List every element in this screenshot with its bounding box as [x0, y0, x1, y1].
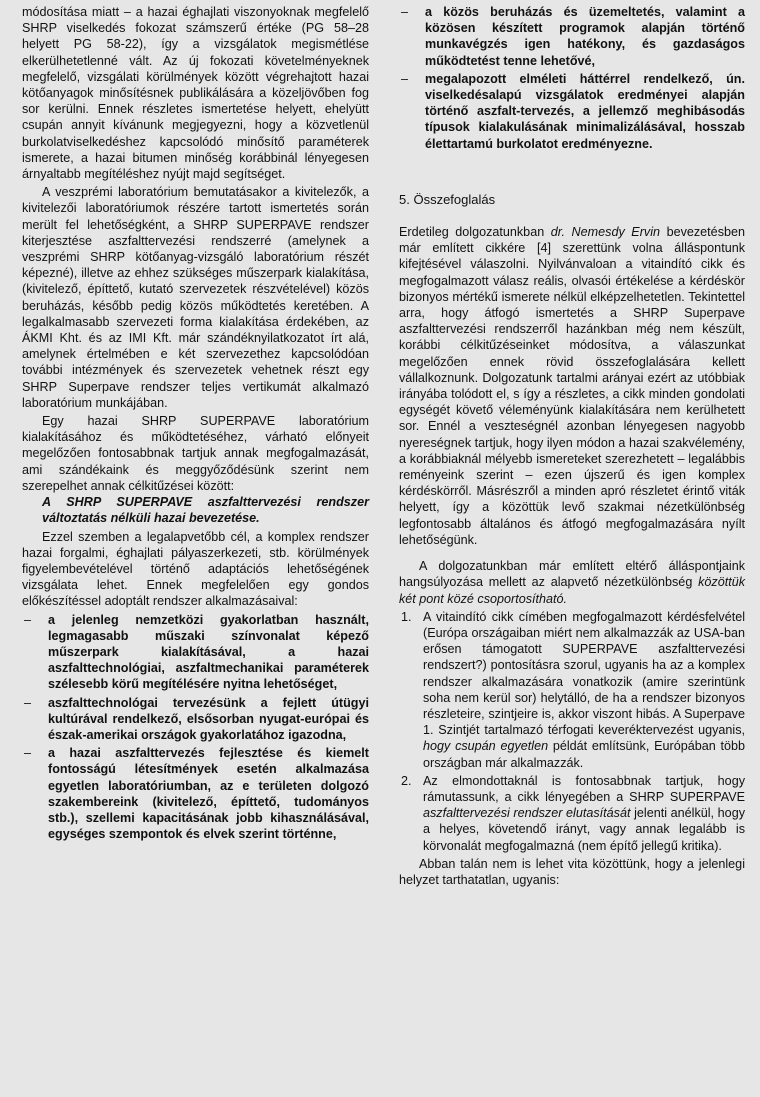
- bullet-item: – megalapozott elméleti háttérrel rendelkező, ún. viselkedésalapú vizsgálatok eredményei alapján történő aszfalt-tervezés, a jellemző meghibásodás típusok kialakulásának minimalizálásával, hosszab élettartamú burkolatot eredményezne.: [399, 71, 745, 152]
- italic-text: hogy csupán egyetlen: [423, 739, 549, 754]
- paragraph: Ezzel szemben a legalapvetőbb cél, a komplex rendszer hazai forgalmi, éghajlati pályaszerkezeti, stb. körülmények figyelembevételével történő adaptációs lehetőségének vizsgálata lehet. Ennek megfelelően egy gondos előkészítéssel adoptált rendszer alkalmazásaival:: [22, 529, 369, 609]
- numbered-item: [399, 609, 745, 771]
- paragraph: [399, 558, 745, 607]
- right-column: [399, 4, 745, 888]
- text-run: A vitaindító cikk címében megfogalmazott kérdésfelvétel (Európa országaiban miért nem alkalmazzák az USA-ban erősen támogatott SUPERPAVE aszfalttervezési rendszert?) pontosításra szorul, ugyanis ha az a komplex rendszer alkalmazására vonatkozik (amire szerintünk soha nem kerül sor) helytálló, de ha a rendszer bizonyos részleteire, szintjeire is, akkor viszont hibás. A Superpave 1. Szintjét tartalmazó térfogati keveréktervezést ugyanis,: [423, 609, 745, 738]
- bullet-item: – aszfalttechnológai tervezésünk a fejlett útügyi kultúrával rendelkező, elsősorban nyugat-európai és észak-amerikai országok gyakorlatához igazodna,: [22, 695, 369, 744]
- section-heading: 5. Összefoglalás: [399, 191, 496, 207]
- italic-text: közöttük két pont közé csoportosítható.: [399, 575, 745, 606]
- author-name: dr. Nemesdy Ervin: [550, 225, 661, 240]
- item-number: 2.: [401, 773, 412, 788]
- bullet-item: – a közös beruházás és üzemeltetés, valamint a közösen készített programok alapján történő munkavégzés igen hatékony, és gazdaságos működtetést tenne lehetővé,: [399, 4, 745, 69]
- text-run: jelenti anélkül, hogy a helyes, követendő irányt, vagy annak legalább is körvonalát megfogalmazná (nem építő jellegű kritika).: [423, 806, 745, 853]
- italic-text: aszfalttervezési rendszer elutasítását: [423, 806, 631, 821]
- text-run: bevezetésben már említett cikkére [4] szerettünk volna álláspontunk kifejtésével válaszolni. Nyilvánvaloan a vitaindító cikk és megfogalmazott válasz reális, olvasói értékelése a kérdéskör bizonyos mértékű ismerete nélkül elképzelhetetlen. Tekintettel arra, hogy átfogó ismertetés a SHRP Superpave aszfalttervezési rendszerről hazánkban még nem készült, korábbi célkitűzéseinket módosítva, a válaszunkat megelőzően ennek rövid összefoglalására kellett vállalkoznunk. Dolgozatunk tartalmi arányai ezért az utóbbiak irányába tolódott el, s így a részletes, a cikk minden gondolati egységét követő véleményünk kialakítására nem kerülhetett sor. Ennél a veszteségnél azonban lényegesen nagyobb nyereségnek tartjuk, hogy ilyen módon a hazai szakvélemény, a korábbiaknál mélyebb ismereteket szerezhetett – legalábbis reményeink szerint – ezen újszerű és igen komplex kérdéskörről. Másrészről a minden apró részletet érintő viták helyett, így a közöttük levő szakmai nézetkülönbség legfontosabb általános és átfogó megfogalmazására nyílt lehetőségünk.: [399, 225, 745, 547]
- numbered-item: [399, 773, 745, 854]
- paragraph: [399, 224, 745, 548]
- left-column: [22, 4, 369, 842]
- paragraph: Abban talán nem is lehet vita közöttünk, hogy a jelenlegi helyzet tarthatatlan, ugyanis:: [399, 856, 745, 887]
- text-run: A dolgozatunkban már említett eltérő álláspontjaink hangsúlyozása mellett az alapvető nézetkülönbség: [399, 559, 745, 590]
- emphasized-statement: A SHRP SUPERPAVE aszfalttervezési rendszer változtatás nélküli hazai bevezetése.: [42, 495, 369, 526]
- paragraph: A veszprémi laboratórium bemutatásakor a kivitelezők, a kivitelezői laboratóriumok részére tartott ismertetés során merült fel lehetőségként, a SHRP SUPERPAVE rendszer kiterjesztése aszfalttervezési rendszerré (amelynek a veszprémi SHRP kötőanyag-vizsgáló laboratórium részét képezné), illetve az ehhez szükséges műszerpark kialakítása, (kivitelező, építtető, kutató szervezetek részvételével) közös beruházás, később pedig közös működtetés keretében. A legalkalmasabb szervezeti forma kialakítása érdekében, az ÁKMI Kht. és az IMI Kft. már szándéknyilatkozatot írt alá, amelynek értelmében e két szervezethez kapcsolódóan további intézmények és szervezetek vehetnek részt egy SHRP Superpave rendszer teljes vertikumát alkalmazó laboratórium munkájában.: [22, 185, 369, 410]
- text-run: Az elmondottaknál is fontosabbnak tartjuk, hogy rámutassunk, a cikk lényegében a SHRP SUPERPAVE: [423, 773, 745, 804]
- text-run: Erdetileg dolgozatunkban: [399, 225, 551, 240]
- bullet-item: – a jelenleg nemzetközi gyakorlatban használt, legmagasabb műszaki színvonalat képező műszerpark kialakításával, a hazai aszfalttechnológiai, aszfaltmechanikai paraméterek szélesebb körű megítélésére nyitna lehetőséget,: [22, 612, 369, 693]
- item-number: 1.: [401, 609, 412, 624]
- text-run: példát említsünk, Európában több országban már alkalmazzák.: [423, 739, 745, 770]
- paragraph: Egy hazai SHRP SUPERPAVE laboratórium kialakításához és működtetéséhez, várható előnyeit megelőzően fontosabbnak tartjuk annak megfogalmazását, ami szándékaink és meggyőződésünk szerint nem szerepelhet annak célkitűzései között:: [22, 414, 369, 493]
- bullet-item: – a hazai aszfalttervezés fejlesztése és kiemelt fontosságú létesítmények esetén alkalmazása egyetlen laboratóriumban, az e területen dolgozó szakembereink (kivitelező, építtető, tudományos stb.), szellemi kapacitásának jobb kihasználásával, egységes szempontok és elvek szerint történne,: [22, 745, 369, 842]
- paragraph: módosítása miatt – a hazai éghajlati viszonyoknak megfelelő SHRP viselkedés fokozat számszerű értéke (PG 58–28 helyett PG 58-22), így a vizsgálatok megismétlése elkerülhetetlenné vált. Az új fokozati követelményeknek megfelelő, vizsgálati körülmények között végrehajtott hazai kötőanyagok minősítésnek publikálására a közeljövőben fog sor kerülni. Ennek részletes ismertetése helyett, ehelyütt csupán annyit kívánunk megjegyezni, hogy a közvetlenül burkolatviselkedéshez kapcsolódó minősítő paraméterek ismerete, a hazai bitumen minőség korábbinál lényegesen árnyaltabb megítéléshez nyújt majd segítséget.: [22, 5, 369, 182]
